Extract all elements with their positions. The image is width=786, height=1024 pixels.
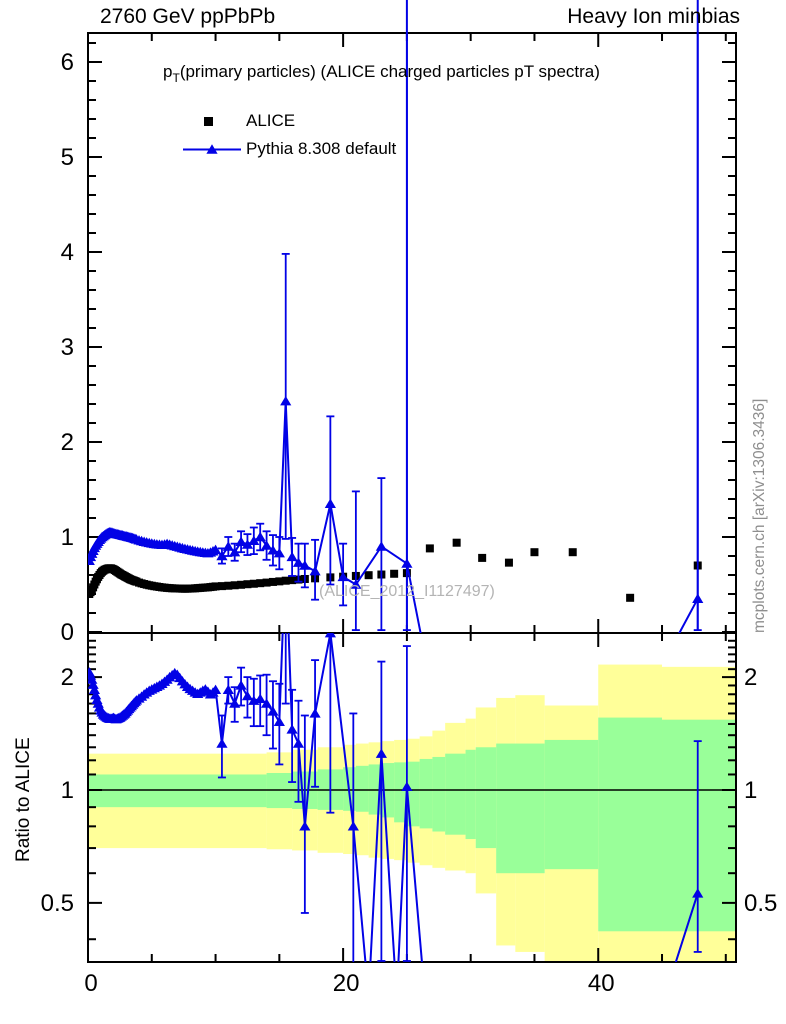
main-ytick-label: 6 <box>60 49 74 76</box>
legend-label-pythia: Pythia 8.308 default <box>246 139 397 158</box>
plot-title-symbol: p <box>163 62 173 81</box>
uncertainty-bands <box>88 665 736 986</box>
stat-band-bin <box>496 744 544 874</box>
plot-title <box>163 62 600 85</box>
side-note-arxiv: mcplots.cern.ch [arXiv:1306.3436] <box>751 398 768 633</box>
legend-markers <box>183 117 241 154</box>
main-ytick-label: 5 <box>60 144 74 171</box>
xtick-label: 0 <box>84 970 98 997</box>
main-ytick-label: 4 <box>60 239 74 266</box>
xtick-label: 40 <box>587 970 615 997</box>
stat-band-bin <box>466 750 476 839</box>
ratio-axis-title: Ratio to ALICE <box>13 737 34 862</box>
plot-title-subscript: T <box>172 71 180 85</box>
stat-band-bin <box>432 757 445 832</box>
stat-band-bin <box>662 720 736 932</box>
stat-band-bin <box>420 759 433 828</box>
main-ytick-label: 2 <box>60 429 74 456</box>
ratio-ytick-label-left: 2 <box>60 664 74 692</box>
stat-band-bin <box>356 766 369 812</box>
main-ytick-label: 1 <box>60 524 74 551</box>
stat-band-bin <box>88 774 267 807</box>
ratio-ytick-label-left: 1 <box>60 777 74 804</box>
pythia-data-points-line <box>89 401 697 660</box>
stat-band-bin <box>476 747 496 848</box>
stat-band-bin <box>598 718 662 932</box>
header-analysis-info: Heavy Ion minbias <box>567 5 740 28</box>
ratio-ytick-label-right: 1 <box>744 777 758 804</box>
plot-title-rest: (primary particles) (ALICE charged particles pT spectra) <box>179 62 600 81</box>
stat-band-bin <box>545 740 599 869</box>
main-ytick-label: 0 <box>60 619 74 646</box>
stat-band-bin <box>445 754 465 835</box>
main-panel-frame <box>88 33 736 633</box>
analysis-watermark: (ALICE_2012_I1127497) <box>319 583 495 600</box>
legend-label-alice: ALICE <box>246 111 296 130</box>
ratio-ytick-label-right: 2 <box>744 664 758 692</box>
header-beam-info: 2760 GeV ppPbPb <box>100 5 276 28</box>
pythia-data-points <box>84 24 704 661</box>
ratio-ytick-label-right: 0.5 <box>744 889 778 917</box>
xtick-label: 20 <box>332 970 360 997</box>
legend-square-marker <box>204 117 213 126</box>
main-ytick-label: 3 <box>60 334 74 361</box>
ratio-ytick-label-left: 0.5 <box>40 889 74 917</box>
